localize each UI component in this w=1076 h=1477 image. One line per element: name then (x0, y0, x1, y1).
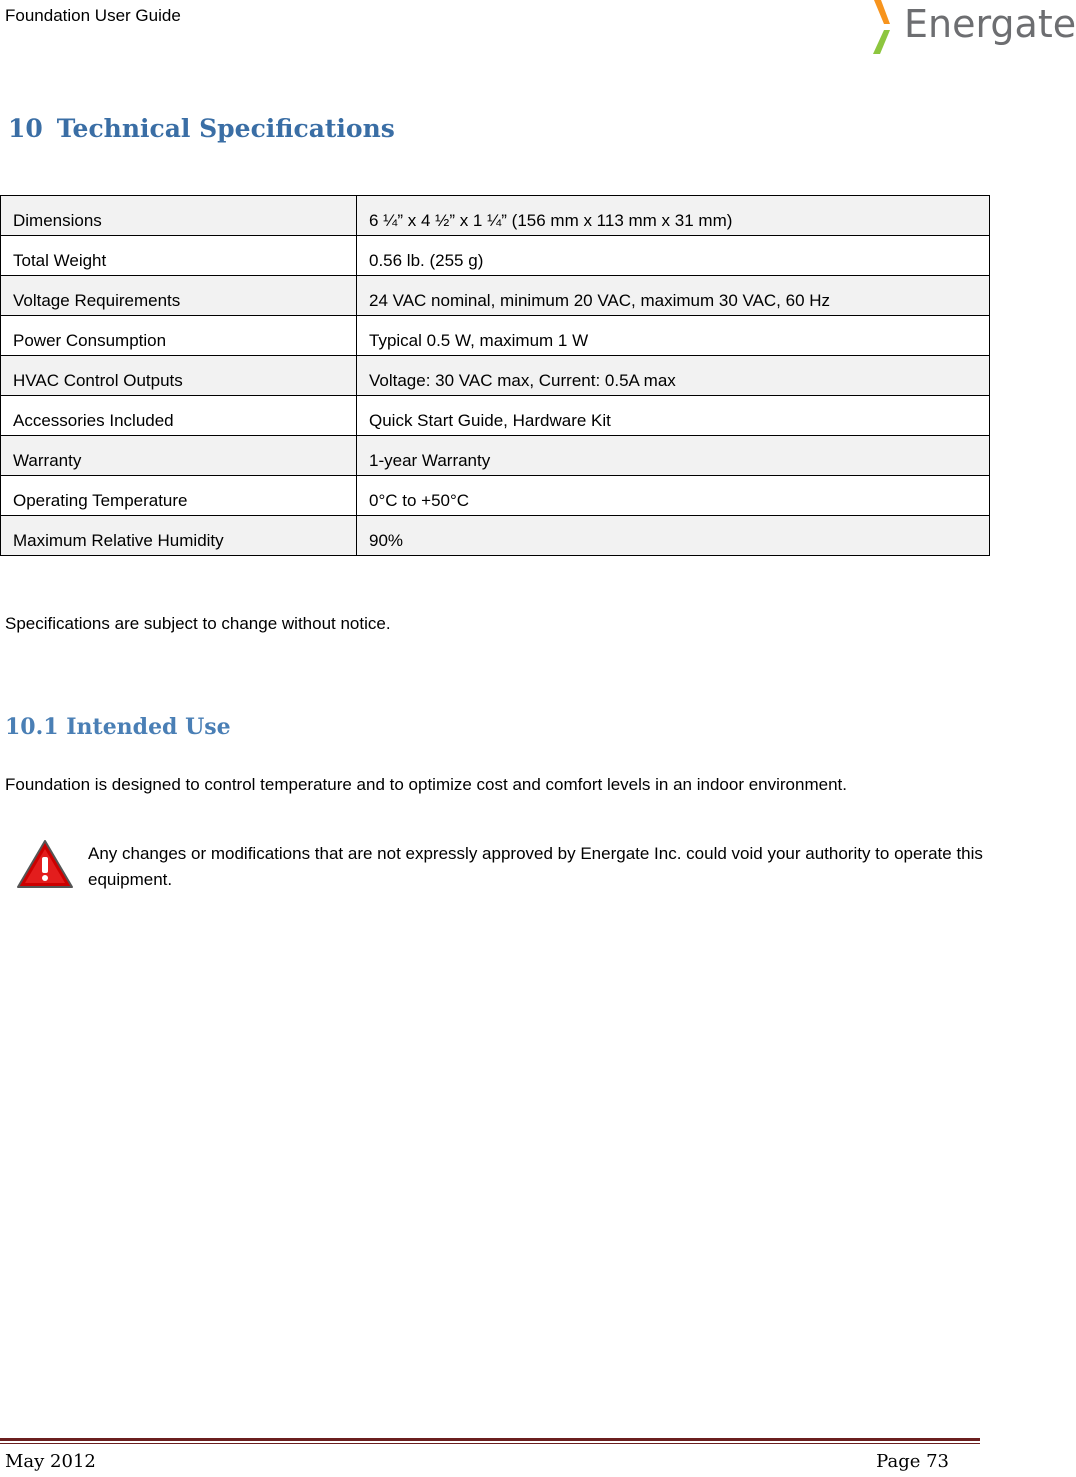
footer-page-number: Page 73 (876, 1451, 949, 1472)
spec-label: HVAC Control Outputs (1, 356, 357, 396)
spec-value: Quick Start Guide, Hardware Kit (357, 396, 990, 436)
spec-label: Voltage Requirements (1, 276, 357, 316)
document-header-title: Foundation User Guide (5, 6, 181, 25)
table-row (1, 276, 990, 316)
footer-divider (0, 1438, 980, 1444)
table-row (1, 196, 990, 236)
spec-value: 24 VAC nominal, minimum 20 VAC, maximum 30 VAC, 60 Hz (357, 276, 990, 316)
spec-value: 0°C to +50°C (357, 476, 990, 516)
spec-label: Accessories Included (1, 396, 357, 436)
spec-value: Voltage: 30 VAC max, Current: 0.5A max (357, 356, 990, 396)
logo-wordmark: Energate (904, 2, 1076, 46)
table-row (1, 236, 990, 276)
spec-label: Maximum Relative Humidity (1, 516, 357, 556)
energate-logo (868, 0, 1076, 56)
spec-label: Warranty (1, 436, 357, 476)
logo-chevron-icon (868, 0, 908, 56)
spec-label: Total Weight (1, 236, 357, 276)
warning-text: Any changes or modifications that are not expressly approved by Energate Inc. could void your authority to operate this equipment. (88, 844, 983, 889)
spec-value: 1-year Warranty (357, 436, 990, 476)
spec-label: Operating Temperature (1, 476, 357, 516)
spec-value: Typical 0.5 W, maximum 1 W (357, 316, 990, 356)
table-row (1, 396, 990, 436)
table-row (1, 356, 990, 396)
section-title: Technical Specifications (56, 114, 395, 143)
specs-disclaimer: Specifications are subject to change without notice. (5, 614, 391, 633)
spec-label: Dimensions (1, 196, 357, 236)
subsection-heading: 10.1 Intended Use (5, 714, 231, 740)
section-number: 10 (8, 114, 43, 143)
footer-date: May 2012 (5, 1451, 96, 1472)
spec-value: 0.56 lb. (255 g) (357, 236, 990, 276)
specifications-table (0, 195, 990, 556)
table-row (1, 436, 990, 476)
table-row (1, 316, 990, 356)
table-row (1, 516, 990, 556)
intended-use-paragraph: Foundation is designed to control temperature and to optimize cost and comfort levels in an indoor environment. (5, 775, 847, 794)
section-heading (8, 114, 395, 143)
table-row (1, 476, 990, 516)
spec-value: 90% (357, 516, 990, 556)
spec-label: Power Consumption (1, 316, 357, 356)
warning-icon (15, 838, 75, 890)
spec-value: 6 ¼” x 4 ½” x 1 ¼” (156 mm x 113 mm x 31 mm) (357, 196, 990, 236)
